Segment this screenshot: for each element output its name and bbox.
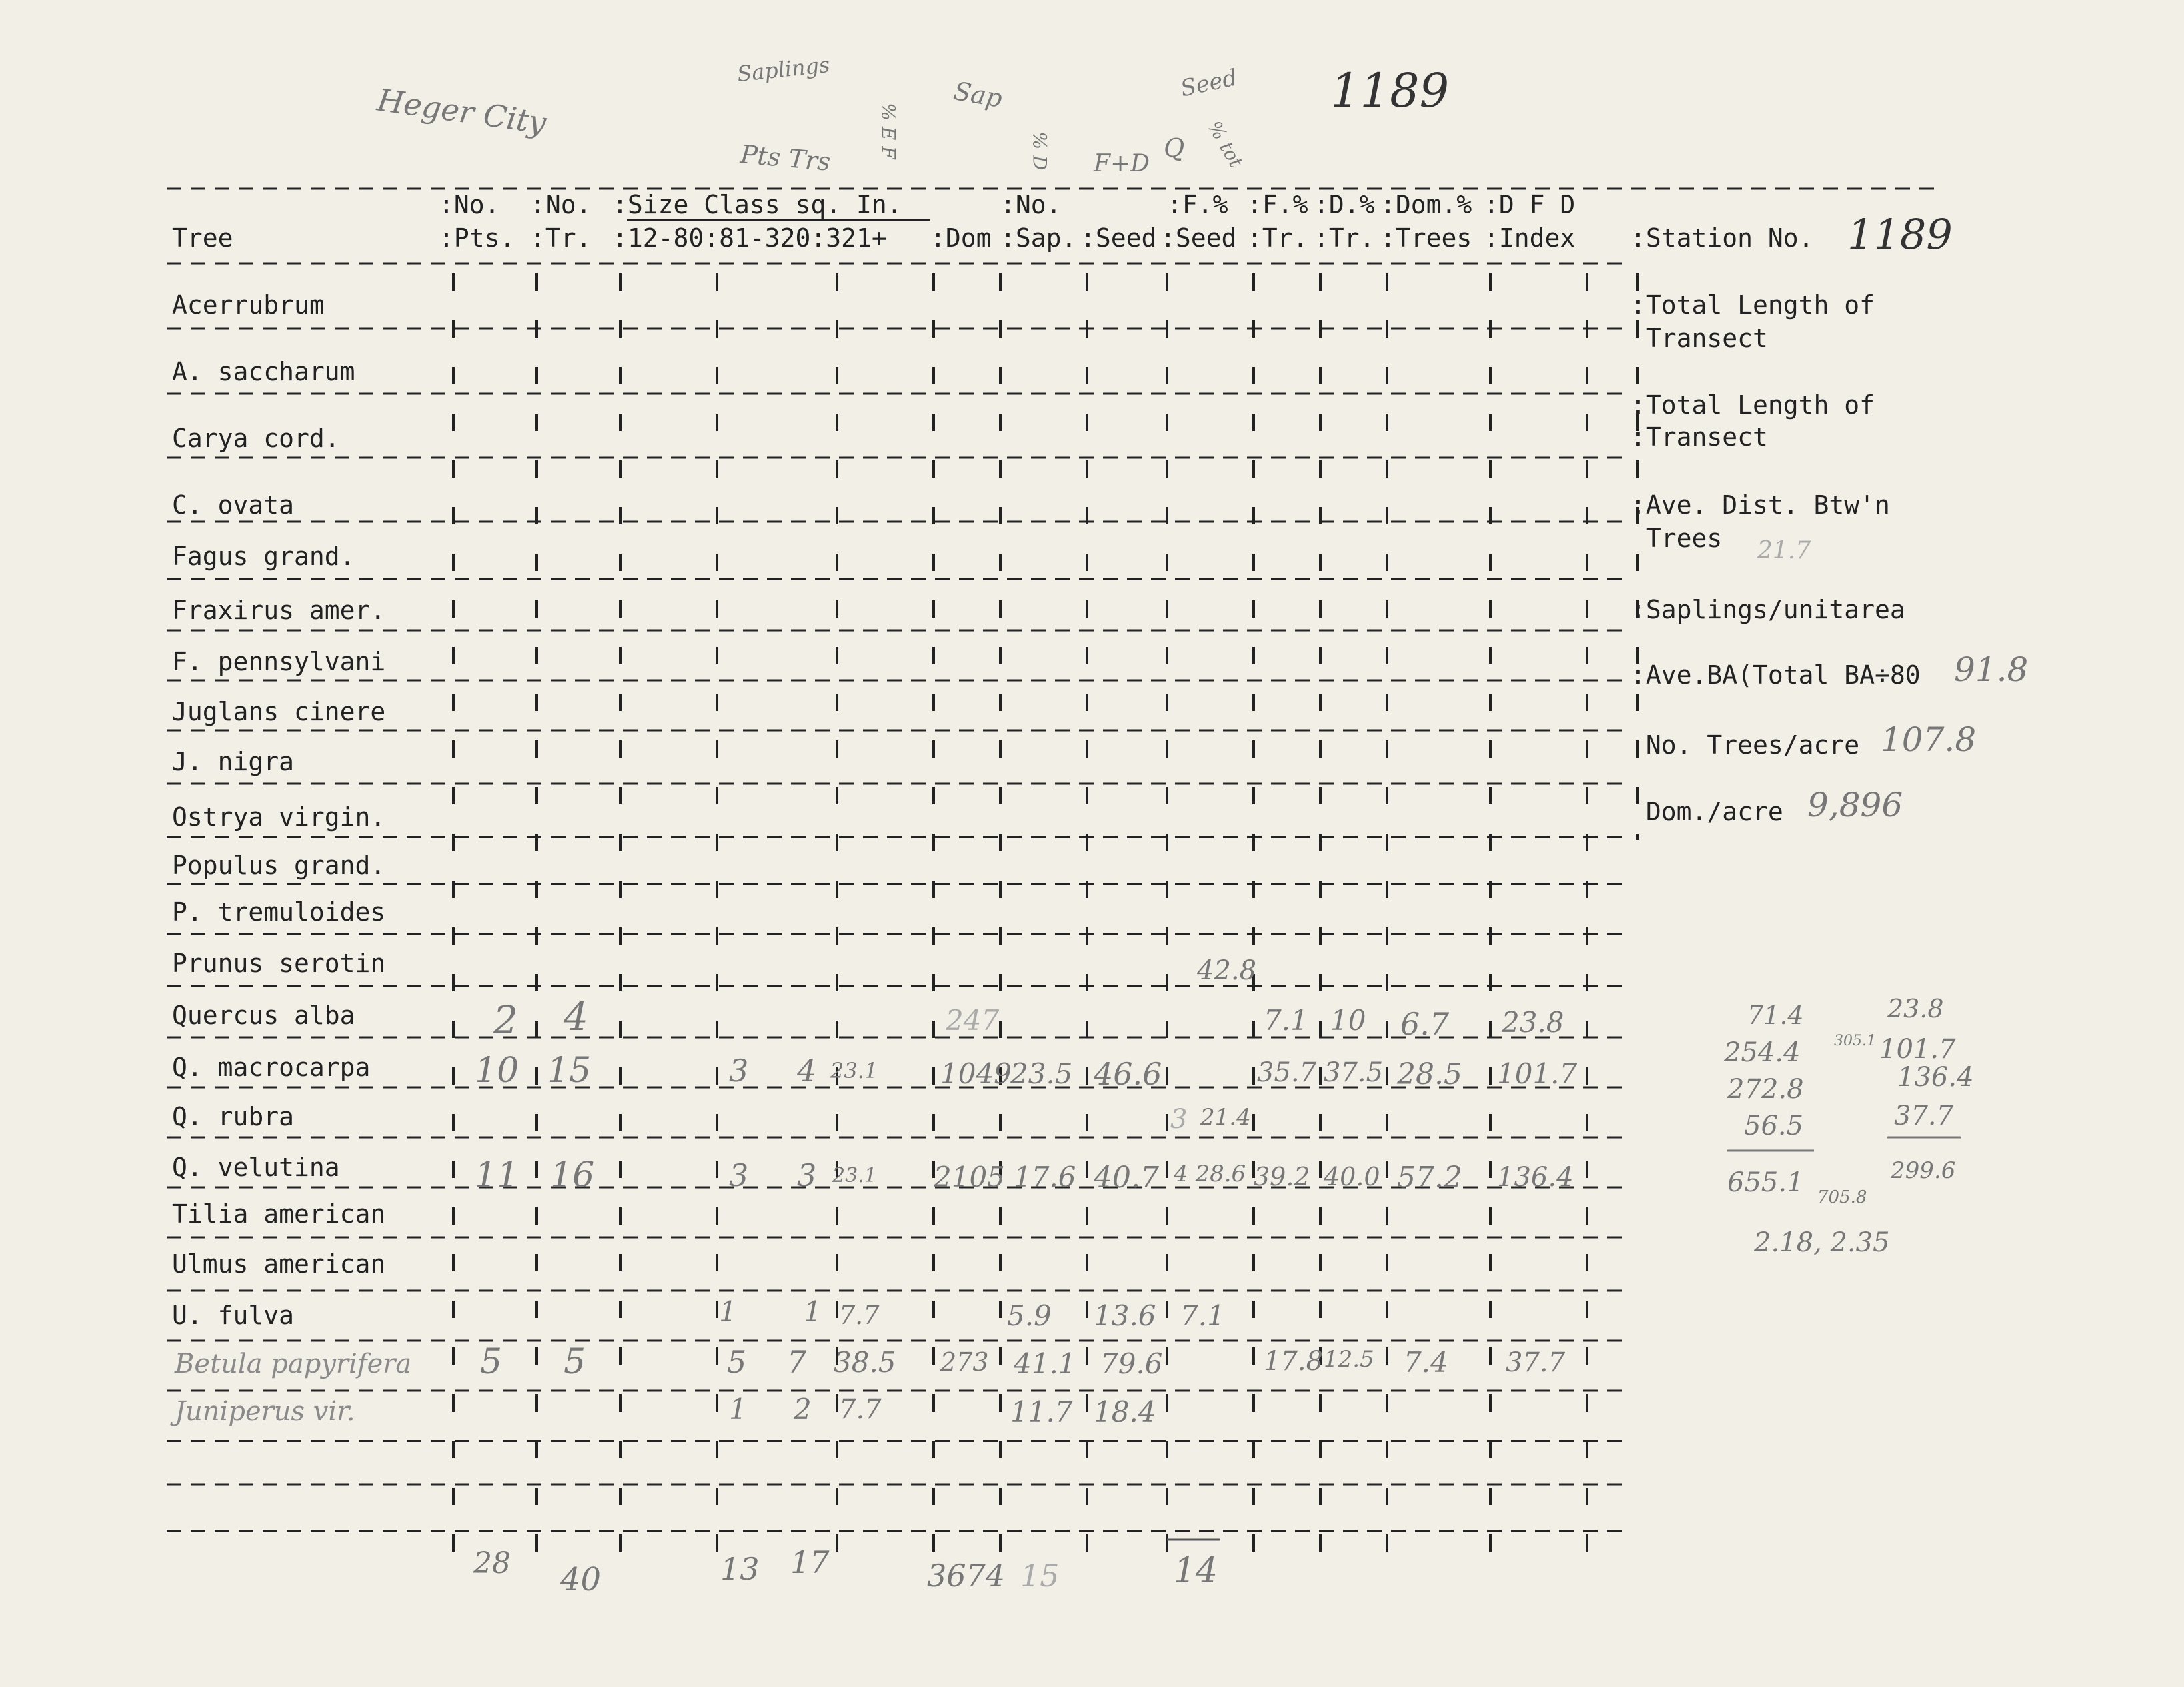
header-no-sap-1: :No. (1000, 190, 1062, 219)
side-total-length-1a: :Total Length of (1630, 290, 1875, 320)
species-10: Ostrya virgin. (172, 802, 386, 832)
cell-bet-s1: 5 (727, 1344, 747, 1380)
side-total-length-1b: Transect (1630, 324, 1768, 353)
header-dfd-1: :D F D (1484, 190, 1576, 219)
species-16: Q. rubra (172, 1102, 295, 1131)
header-dom-trees-2: :Trees (1380, 223, 1472, 253)
species-7: F. pennsylvani (172, 647, 386, 676)
cell-vel-seed: 40.7 (1094, 1161, 1159, 1195)
side-saplings-unit: :Saplings/unitarea (1630, 595, 1905, 624)
cell-vel-s3: 23.1 (832, 1164, 877, 1187)
side-ave-dist-value: 21.7 (1757, 537, 1811, 564)
species-1: Acerrubrum (172, 290, 325, 320)
side-ave-ba-value: 91.8 (1954, 650, 2029, 689)
header-f-tr-1: :F.% (1247, 190, 1308, 219)
cell-alba-pts: 2 (493, 997, 518, 1043)
calc-4b: 37.7 (1894, 1101, 1954, 1131)
species-9: J. nigra (172, 747, 295, 776)
cell-bet-s2: 7 (787, 1344, 807, 1380)
species-13: Prunus serotin (172, 949, 386, 978)
header-f-seed-1: :F.% (1167, 190, 1228, 219)
side-trees-acre: No. Trees/acre (1630, 730, 1860, 760)
cell-mac-dfd: 101.7 (1497, 1057, 1578, 1090)
station-top-note: 1189 (1330, 63, 1450, 118)
total-fseed: 14 (1174, 1551, 1218, 1591)
cell-vel-fseed: 4 28.6 (1174, 1161, 1246, 1187)
pts-trs-note: Pts Trs (739, 139, 832, 177)
cell-alba-ftr: 7.1 (1264, 1004, 1308, 1037)
cell-alba-dtr: 10 (1330, 1004, 1366, 1037)
side-dom-acre: Dom./acre (1630, 797, 1783, 826)
calc-2x: 305.1 (1834, 1033, 1876, 1049)
header-d-tr-1: :D.% (1314, 190, 1375, 219)
cell-alba-domtr: 6.7 (1400, 1006, 1450, 1042)
species-5: Fagus grand. (172, 542, 355, 571)
species-8: Juglans cinere (172, 697, 386, 726)
cell-vel-ftr: 39.2 (1254, 1162, 1310, 1191)
pct-f-note: % E F (877, 103, 900, 159)
side-trees-acre-value: 107.8 (1881, 720, 1977, 759)
cell-mac-ftr: 35.7 (1257, 1057, 1317, 1088)
cell-vel-sap: 17.6 (1014, 1161, 1076, 1193)
cell-mac-s3: 23.1 (830, 1058, 878, 1083)
header-f-seed-2: :Seed (1160, 223, 1237, 253)
cell-prunus-fseed: 42.8 (1197, 955, 1257, 986)
total-s1: 13 (720, 1551, 760, 1587)
species-14: Quercus alba (172, 1001, 355, 1030)
cell-bet-dfd: 37.7 (1506, 1347, 1566, 1378)
header-dom-trees-1: :Dom.% (1380, 190, 1472, 219)
cell-vel-pts: 11 (475, 1155, 519, 1195)
f-plus-d-note: F+D (1094, 150, 1150, 177)
cell-bet-domtr: 7.4 (1404, 1346, 1448, 1379)
seed-note: Seed (1178, 64, 1240, 103)
total-s2: 17 (790, 1544, 830, 1580)
cell-jun-seed: 18.4 (1094, 1395, 1156, 1428)
cell-mac-sap: 23.5 (1010, 1057, 1073, 1090)
header-no-tr-1: :No. (530, 190, 592, 219)
cell-rubra-fseed: 21.4 (1200, 1104, 1251, 1131)
cell-vel-domtr: 57.2 (1397, 1161, 1462, 1195)
calc-1b: 23.8 (1887, 994, 1944, 1023)
cell-bet-s3: 38.5 (834, 1346, 896, 1379)
header-dom: :Dom (930, 223, 992, 253)
species-18: Tilia american (172, 1199, 386, 1229)
cell-bet-sap: 41.1 (1014, 1347, 1076, 1380)
cell-vel-s1: 3 (729, 1157, 749, 1193)
cell-alba-tr: 4 (564, 994, 588, 1039)
side-total-length-2a: :Total Length of (1630, 390, 1875, 420)
cell-mac-dtr: 37.5 (1324, 1057, 1384, 1088)
cell-mac-tr: 15 (547, 1051, 592, 1091)
total-pts: 28 (473, 1546, 511, 1580)
species-20: U. fulva (172, 1301, 295, 1330)
q-note: Q (1164, 133, 1185, 163)
cell-fulva-s3: 7.7 (839, 1301, 880, 1330)
cell-bet-seed: 79.6 (1100, 1347, 1163, 1380)
cell-mac-pts: 10 (475, 1051, 519, 1091)
cell-vel-dom: 2105 (934, 1161, 1005, 1193)
header-seed: :Seed (1080, 223, 1157, 253)
header-size-class-2: :12-80:81-320:321+ (612, 223, 887, 253)
total-tr: 40 (560, 1561, 602, 1598)
header-no-tr-2: :Tr. (530, 223, 592, 253)
cell-bet-pts: 5 (480, 1342, 503, 1382)
total-sap: 15 (1020, 1558, 1060, 1594)
species-12: P. tremuloides (172, 897, 386, 927)
species-4: C. ovata (172, 490, 295, 520)
side-ave-dist-a: :Ave. Dist. Btw'n (1630, 490, 1890, 520)
cell-bet-dom: 273 (940, 1347, 989, 1377)
cell-jun-s3: 7.7 (839, 1394, 882, 1425)
species-19: Ulmus american (172, 1249, 386, 1279)
cell-bet-dtr: 12.5 (1324, 1346, 1374, 1373)
cell-mac-dom: 1049 (940, 1057, 1012, 1090)
sap-note: Sap (951, 75, 1005, 114)
cell-fulva-seed: 13.6 (1094, 1299, 1156, 1332)
cell-fulva-sap: 5.9 (1007, 1299, 1052, 1332)
calc-5b: 299.6 (1891, 1157, 1956, 1184)
calc-4a: 56.5 (1744, 1111, 1804, 1141)
cell-vel-dfd: 136.4 (1497, 1162, 1574, 1193)
species-21: Betula papyrifera (175, 1349, 412, 1379)
species-3: Carya cord. (172, 424, 340, 453)
pct-tot-note: % tot (1203, 117, 1248, 172)
species-11: Populus grand. (172, 851, 386, 880)
total-dom: 3674 (927, 1558, 1006, 1594)
saplings-note: Saplings (736, 51, 832, 87)
cell-vel-tr: 16 (550, 1155, 595, 1195)
header-no-pts-1: :No. (439, 190, 500, 219)
calc-3b: 136.4 (1897, 1062, 1974, 1093)
header-no-pts-2: :Pts. (439, 223, 515, 253)
cell-bet-ftr: 17.8 (1264, 1346, 1324, 1377)
cell-mac-s1: 3 (729, 1053, 749, 1089)
species-15: Q. macrocarpa (172, 1053, 371, 1082)
cell-fulva-s2: 1 (804, 1295, 822, 1328)
calc-2a: 254.4 (1724, 1037, 1801, 1068)
cell-mac-s2: 4 (797, 1053, 817, 1089)
header-station-value: 1189 (1847, 210, 1953, 259)
calc-5a: 655.1 (1727, 1167, 1804, 1198)
species-6: Fraxirus amer. (172, 596, 386, 625)
cell-mac-seed: 46.6 (1094, 1056, 1162, 1092)
cell-alba-dom: 247 (946, 1004, 1000, 1037)
cell-bet-tr: 5 (564, 1342, 586, 1382)
header-dfd-2: :Index (1484, 223, 1576, 253)
cell-alba-dfd: 23.8 (1502, 1006, 1564, 1039)
side-total-length-2b: :Transect (1630, 422, 1768, 452)
calc-3a: 272.8 (1727, 1074, 1804, 1105)
header-d-tr-2: :Tr. (1314, 223, 1375, 253)
cell-rubra-seed: 3 (1170, 1104, 1188, 1135)
cell-vel-dtr: 40.0 (1324, 1162, 1380, 1191)
cell-jun-s2: 2 (794, 1393, 812, 1426)
side-ave-ba: :Ave.BA(Total BA÷80 (1630, 660, 1921, 690)
side-ave-dist-b: Trees (1630, 524, 1723, 553)
species-2: A. saccharum (172, 357, 355, 386)
calc-1a: 71.4 (1747, 1001, 1804, 1030)
calc-5c: 705.8 (1817, 1187, 1867, 1207)
location-note: Heger City (375, 81, 549, 141)
header-f-tr-2: :Tr. (1247, 223, 1308, 253)
cell-fulva-s1: 1 (719, 1295, 737, 1328)
side-dom-acre-value: 9,896 (1807, 786, 1903, 824)
pct-d-note: % D (1028, 131, 1051, 171)
cell-jun-sap: 11.7 (1010, 1395, 1073, 1428)
cell-vel-s2: 3 (797, 1157, 817, 1193)
calc-6: 2.18, 2.35 (1754, 1227, 1890, 1258)
cell-mac-domtr: 28.5 (1397, 1057, 1462, 1091)
header-station-label: :Station No. (1630, 223, 1814, 253)
header-size-class-1: :Size Class sq. In. (612, 190, 902, 219)
header-tree: Tree (172, 223, 233, 253)
calc-2b: 101.7 (1879, 1034, 1956, 1065)
header-no-sap-2: :Sap. (1000, 223, 1077, 253)
species-22: Juniperus vir. (175, 1396, 355, 1427)
cell-fulva-fseed: 7.1 (1180, 1299, 1225, 1332)
cell-jun-s1: 1 (729, 1393, 747, 1426)
species-17: Q. velutina (172, 1153, 340, 1182)
